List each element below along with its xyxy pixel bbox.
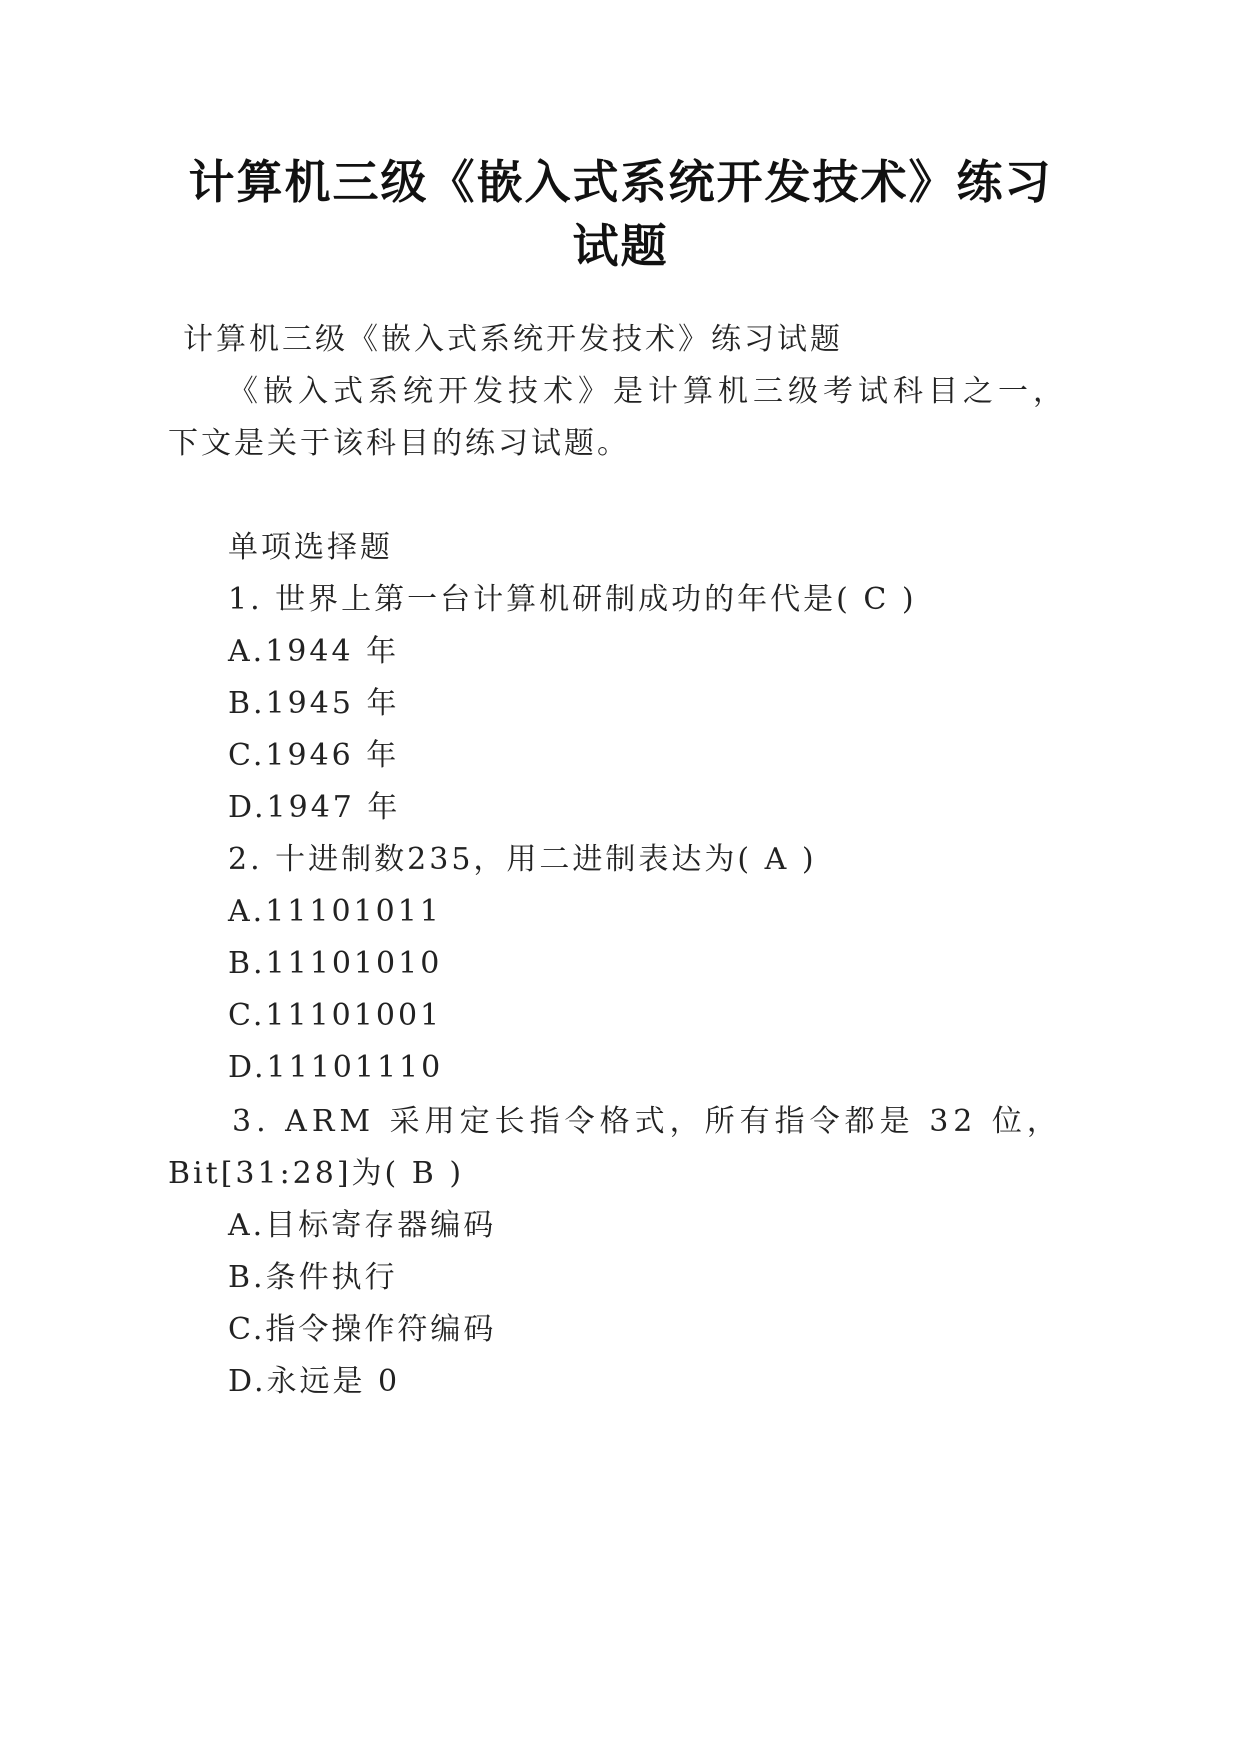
question-2-option-b: B.11101010	[228, 946, 443, 981]
document-subtitle: 计算机三级《嵌入式系统开发技术》练习试题	[183, 322, 843, 357]
question-1-stem: 1. 世界上第一台计算机研制成功的年代是( C )	[228, 582, 917, 617]
document-title: 计算机三级《嵌入式系统开发技术》练习试题	[188, 155, 1053, 273]
question-2-option-c: C.11101001	[228, 998, 443, 1033]
question-2-option-d: D.11101110	[228, 1050, 444, 1085]
question-2-option-a: A.11101011	[228, 894, 442, 929]
question-3-stem-line-2: Bit[31:28]为( B )	[168, 1156, 465, 1191]
question-3-stem-line-1: 3. ARM 采用定长指令格式，所有指令都是 32 位，	[232, 1104, 1062, 1139]
section-heading: 单项选择题	[228, 530, 393, 565]
question-1-option-b: B.1945 年	[228, 686, 400, 721]
question-1-option-d: D.1947 年	[228, 790, 401, 825]
question-3-option-c: C.指令操作符编码	[228, 1312, 497, 1347]
intro-line-2: 下文是关于该科目的练习试题。	[168, 426, 630, 461]
intro-line-1: 《嵌入式系统开发技术》是计算机三级考试科目之一，	[228, 374, 1068, 409]
question-3-option-b: B.条件执行	[228, 1260, 398, 1295]
question-2-stem: 2. 十进制数235，用二进制表达为( A )	[228, 842, 817, 877]
question-1-option-a: A.1944 年	[228, 634, 400, 669]
question-3-option-d: D.永远是 0	[228, 1364, 401, 1399]
question-3-option-a: A.目标寄存器编码	[228, 1208, 497, 1243]
question-1-option-c: C.1946 年	[228, 738, 400, 773]
